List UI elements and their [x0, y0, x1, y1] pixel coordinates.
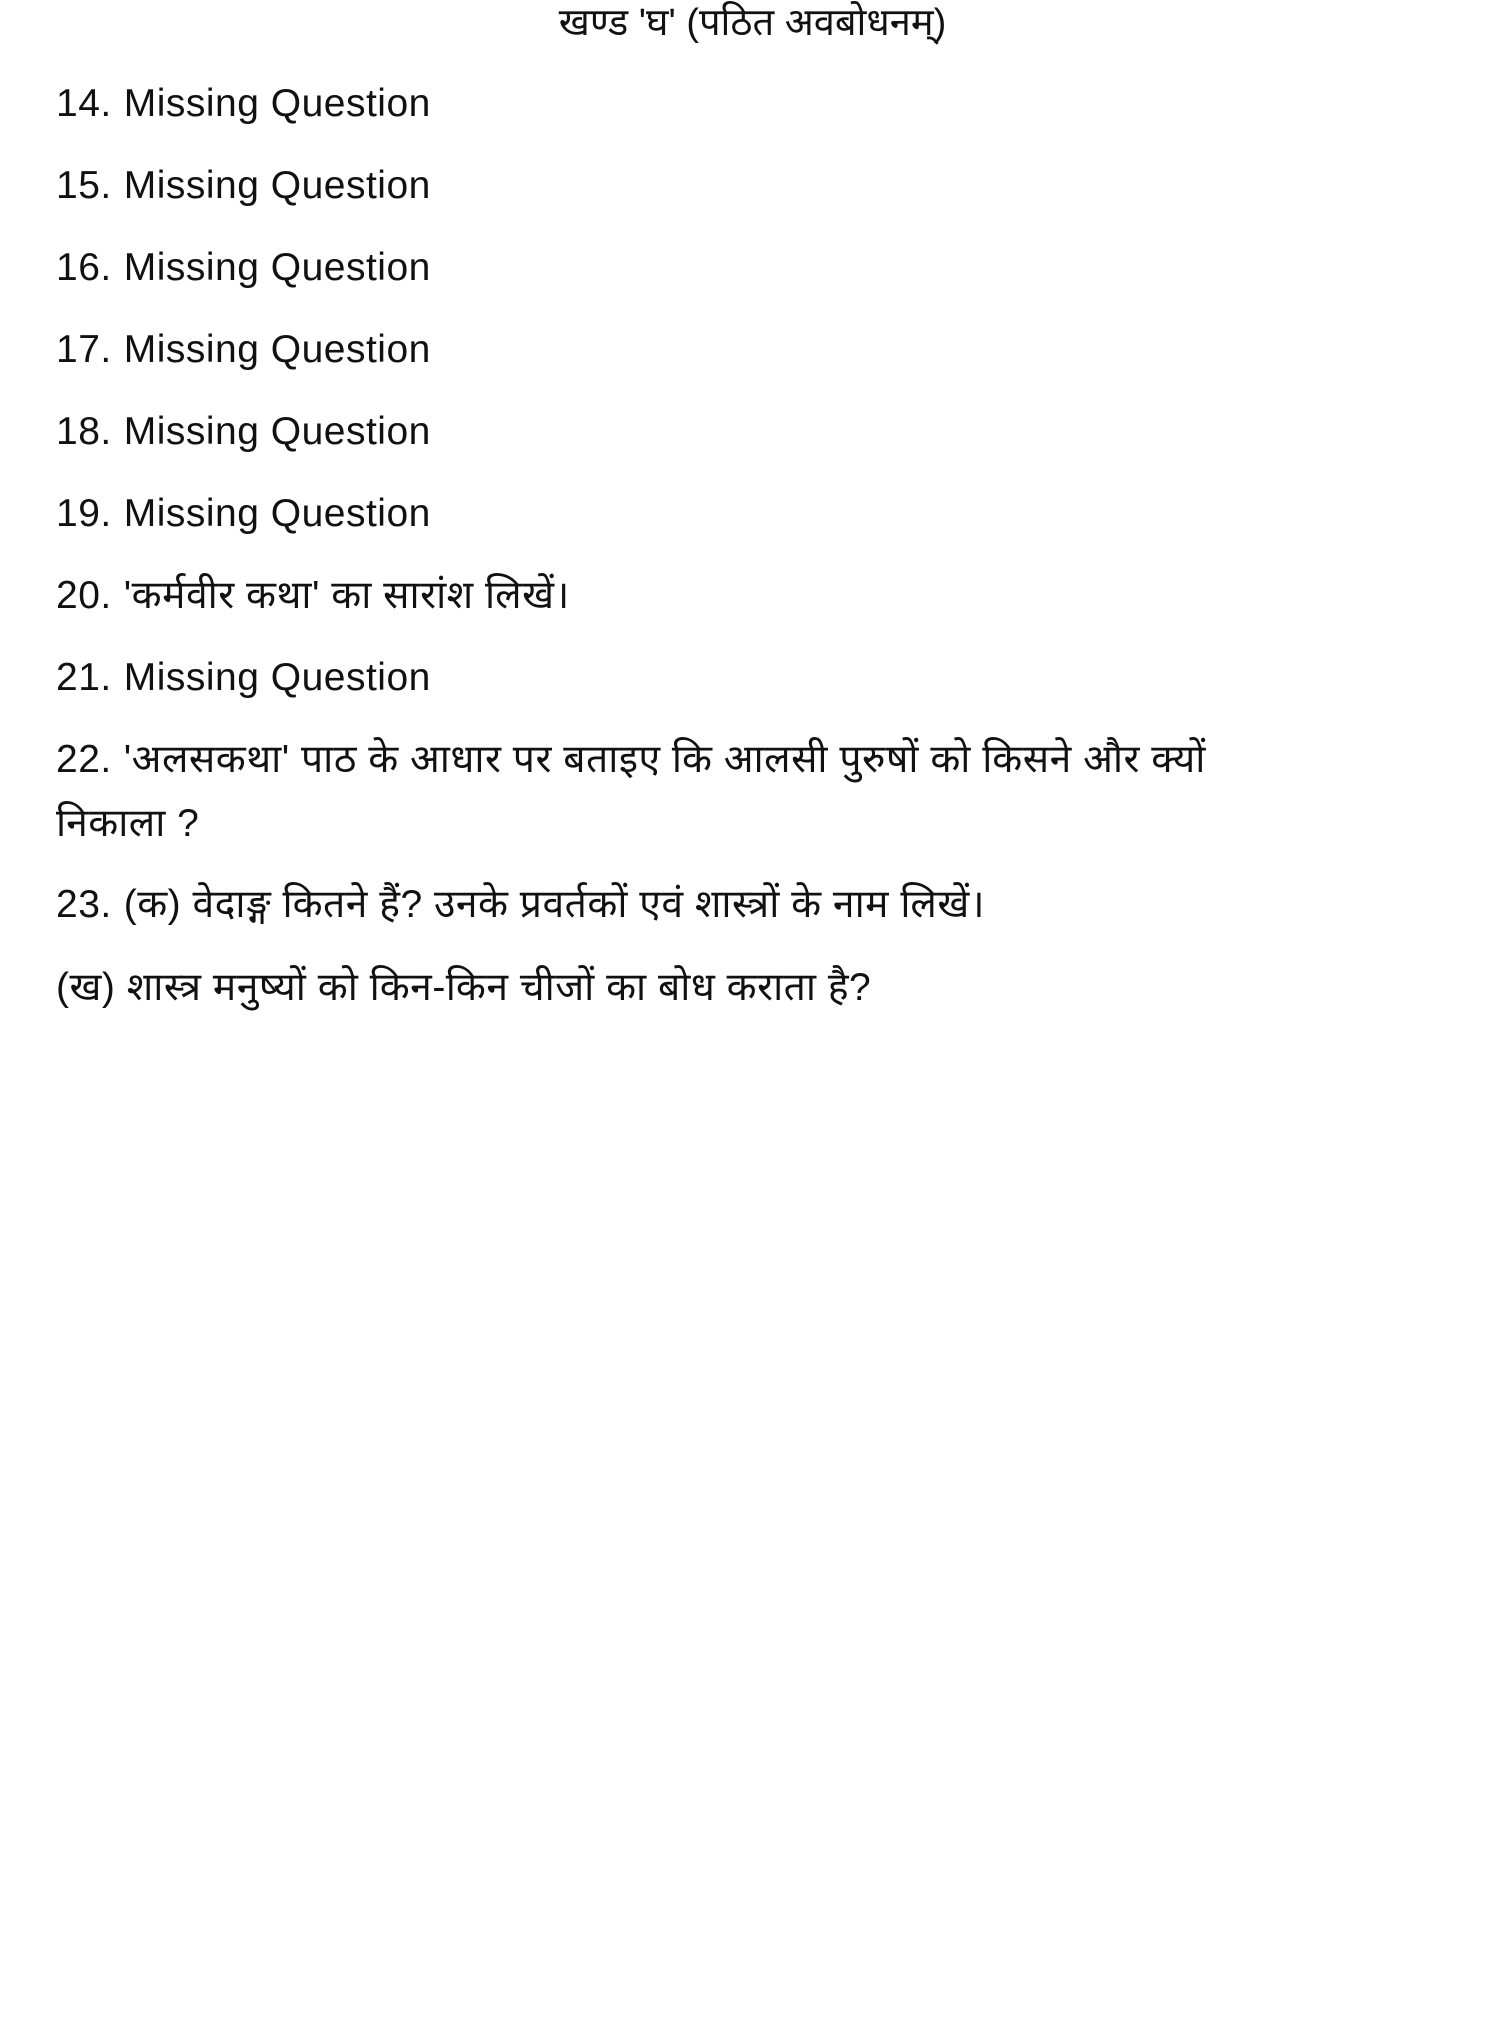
question-text: Missing Question — [123, 328, 431, 371]
question-text: 'कर्मवीर कथा' का सारांश लिखें। — [123, 574, 570, 617]
question-number: 19. — [56, 492, 112, 535]
question-text: Missing Question — [123, 410, 431, 453]
question-text: Missing Question — [123, 82, 431, 125]
section-title: खण्ड 'घ' (पठित अवबोधनम्) — [558, 2, 947, 44]
question-22-continued: निकाला ? — [56, 802, 200, 845]
question-number: 16. — [56, 246, 112, 289]
question-20 — [56, 572, 570, 620]
question-18 — [56, 408, 431, 456]
question-number: 23. — [56, 883, 112, 926]
question-15 — [56, 162, 431, 210]
question-number: 17. — [56, 328, 112, 371]
question-number: 20. — [56, 574, 112, 617]
question-16 — [56, 244, 431, 292]
question-number: 21. — [56, 656, 112, 699]
question-text: Missing Question — [123, 164, 431, 207]
question-17 — [56, 326, 431, 374]
question-number: 22. — [56, 738, 112, 781]
question-text: Missing Question — [123, 492, 431, 535]
question-number: 18. — [56, 410, 112, 453]
question-text: 'अलसकथा' पाठ के आधार पर बताइए कि आलसी पुरुषों को किसने और क्यों — [123, 738, 1206, 781]
question-22 — [56, 736, 1206, 784]
question-number: 15. — [56, 164, 112, 207]
question-number: 14. — [56, 82, 112, 125]
question-text: Missing Question — [123, 656, 431, 699]
question-19 — [56, 490, 431, 538]
question-23b: (ख) शास्त्र मनुष्यों को किन-किन चीजों का बोध कराता है? — [56, 966, 872, 1009]
question-23a — [56, 881, 985, 929]
question-14 — [56, 80, 431, 128]
question-text: (क) वेदाङ्ग कितने हैं? उनके प्रवर्तकों एवं शास्त्रों के नाम लिखें। — [123, 883, 986, 926]
question-text: Missing Question — [123, 246, 431, 289]
question-21 — [56, 654, 431, 702]
